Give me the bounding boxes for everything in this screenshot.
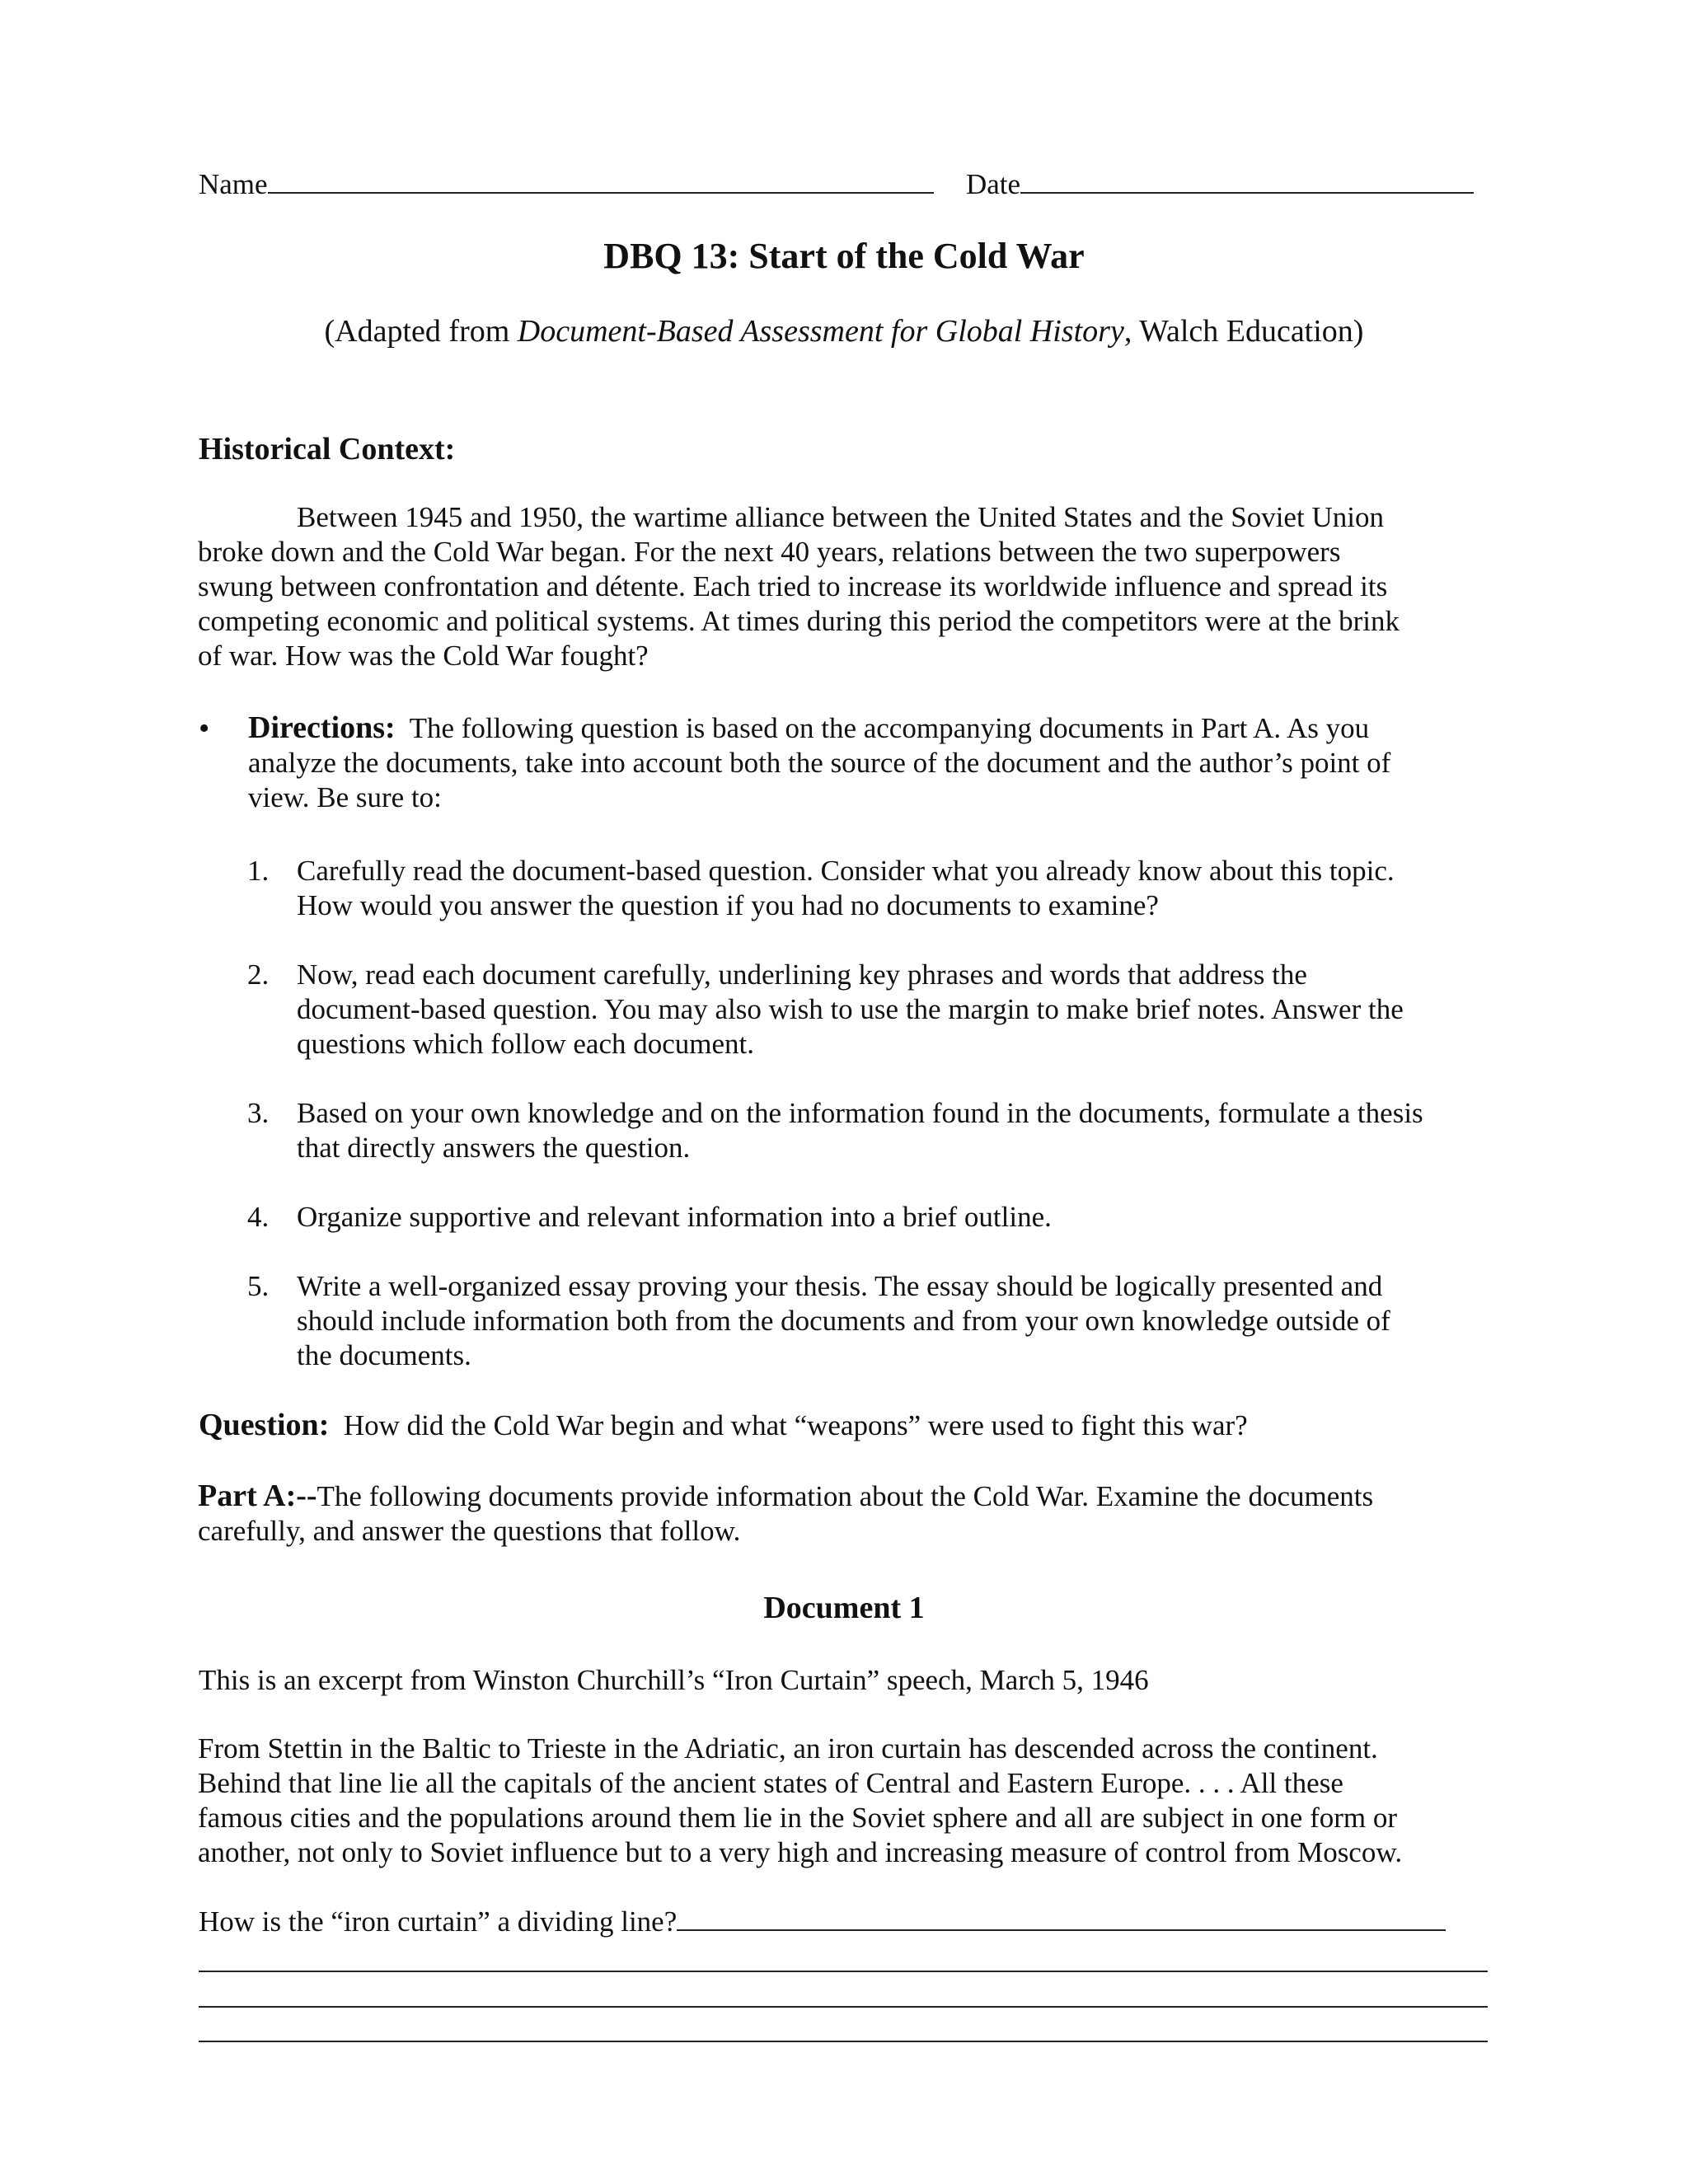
date-field[interactable]: [966, 167, 1474, 202]
context-line: broke down and the Cold War began. For the next 40 years, relations between the two superpowers: [198, 536, 1341, 568]
document-1-excerpt: [198, 1732, 1533, 1870]
item-line: How would you answer the question if you had no documents to examine?: [297, 889, 1159, 921]
question-line: [199, 1408, 1248, 1443]
date-label: Date: [966, 168, 1021, 200]
answer-line[interactable]: [199, 2041, 1488, 2042]
document-1-heading: Document 1: [763, 1591, 925, 1625]
document-1-source: This is an excerpt from Winston Churchill’s “Iron Curtain” speech, March 5, 1946: [199, 1664, 1149, 1696]
direction-item: [297, 1269, 1533, 1373]
part-a-line: [198, 1479, 1533, 1514]
context-line: competing economic and political systems. At times during this period the competitors were at the brink: [198, 605, 1400, 637]
item-line: Based on your own knowledge and on the information found in the documents, formulate a thesis: [297, 1097, 1423, 1129]
item-line: Write a well-organized essay proving your thesis. The essay should be logically presented and: [297, 1270, 1383, 1302]
name-field[interactable]: [199, 167, 934, 202]
direction-item: [297, 1200, 1533, 1235]
answer-line[interactable]: [199, 2006, 1488, 2008]
item-line: the documents.: [297, 1339, 471, 1371]
context-paragraph: [198, 500, 1533, 673]
item-line: that directly answers the question.: [297, 1132, 691, 1164]
subtitle-book-title: Document-Based Assessment for Global History: [517, 314, 1124, 349]
subtitle-suffix: , Walch Education): [1123, 314, 1364, 349]
question-label: Question:: [199, 1408, 330, 1442]
document-1-question-text: How is the “iron curtain” a dividing line?: [199, 1905, 678, 1938]
excerpt-line: From Stettin in the Baltic to Trieste in the Adriatic, an iron curtain has descended across the continent.: [198, 1732, 1378, 1765]
page-subtitle: [0, 313, 1688, 349]
directions-line: view. Be sure to:: [248, 781, 442, 813]
directions-line: [248, 710, 1534, 746]
item-number: 3.: [247, 1097, 270, 1129]
part-a-label: Part A:--: [198, 1479, 317, 1513]
directions-label: Directions:: [248, 710, 396, 745]
answer-line[interactable]: [199, 1971, 1488, 1972]
excerpt-line: Behind that line lie all the capitals of the ancient states of Central and Eastern Europe. . . . All these: [198, 1767, 1343, 1799]
item-line: Carefully read the document-based question. Consider what you already know about this topic.: [297, 855, 1395, 887]
direction-item: [297, 958, 1533, 1062]
item-number: 2.: [247, 958, 270, 991]
directions-paragraph: [248, 710, 1534, 815]
page-title: DBQ 13: Start of the Cold War: [603, 236, 1085, 276]
direction-item: [297, 854, 1533, 923]
context-line: swung between confrontation and détente. Each tried to increase its worldwide influence and spread its: [198, 570, 1388, 602]
part-a-text: The following documents provide information about the Cold War. Examine the documents: [316, 1480, 1374, 1512]
question-text: How did the Cold War begin and what “weapons” were used to fight this war?: [343, 1409, 1248, 1441]
answer-blank-inline[interactable]: [677, 1905, 1446, 1931]
item-line: Organize supportive and relevant information into a brief outline.: [297, 1201, 1052, 1233]
item-line: Now, read each document carefully, underlining key phrases and words that address the: [297, 958, 1307, 991]
item-line: questions which follow each document.: [297, 1028, 755, 1060]
context-heading: Historical Context:: [199, 432, 456, 466]
part-a-paragraph: [198, 1479, 1533, 1549]
excerpt-line: famous cities and the populations around them lie in the Soviet sphere and all are subject in one form or: [198, 1802, 1398, 1834]
part-a-line: carefully, and answer the questions that follow.: [198, 1515, 741, 1547]
context-line: Between 1945 and 1950, the wartime alliance between the United States and the Soviet Union: [297, 501, 1384, 533]
name-blank[interactable]: [268, 167, 934, 194]
item-line: should include information both from the documents and from your own knowledge outside of: [297, 1305, 1390, 1337]
document-1-question: [199, 1905, 1446, 1939]
directions-text: The following question is based on the accompanying documents in Part A. As you: [409, 712, 1370, 744]
directions-bullet: •: [199, 711, 210, 746]
excerpt-line: another, not only to Soviet influence but to a very high and increasing measure of control from Moscow.: [198, 1836, 1403, 1868]
direction-item: [297, 1096, 1533, 1165]
item-number: 4.: [247, 1201, 270, 1233]
item-number: 1.: [247, 855, 270, 887]
subtitle-prefix: (Adapted from: [324, 314, 518, 349]
directions-line: analyze the documents, take into account both the source of the document and the author’s point of: [248, 747, 1391, 779]
context-line: of war. How was the Cold War fought?: [198, 640, 649, 672]
name-label: Name: [199, 168, 268, 200]
item-line: document-based question. You may also wish to use the margin to make brief notes. Answer the: [297, 993, 1404, 1025]
date-blank[interactable]: [1020, 167, 1474, 194]
item-number: 5.: [247, 1270, 270, 1302]
